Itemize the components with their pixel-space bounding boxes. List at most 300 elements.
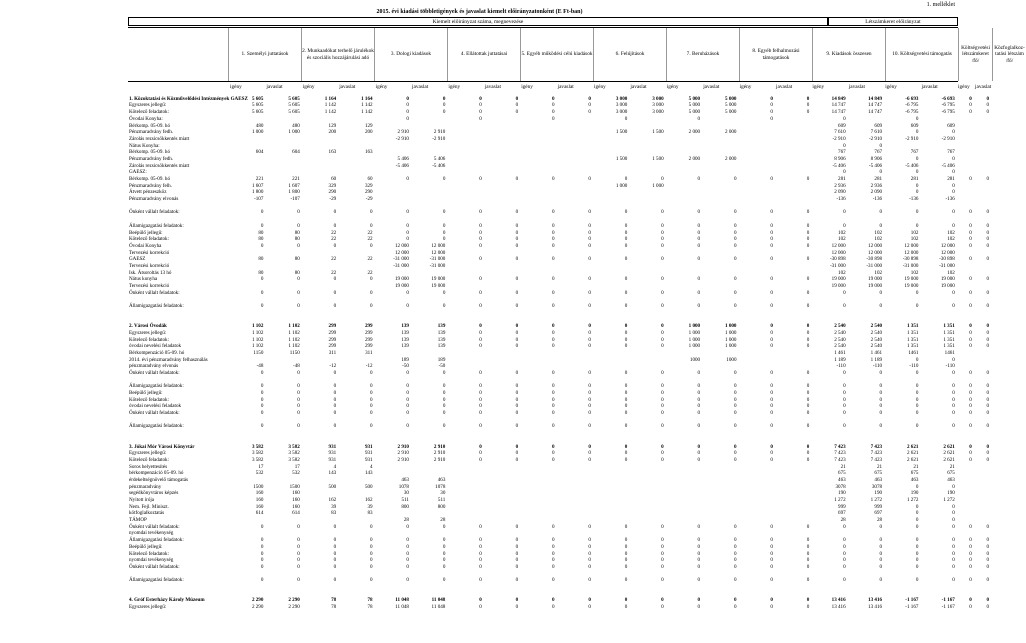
table-cell: 0 (551, 390, 555, 397)
table-cell (446, 517, 482, 524)
table-cell: 0 (770, 115, 773, 122)
table-cell: 0 (406, 557, 409, 564)
table-cell (665, 504, 701, 511)
table-row (128, 297, 990, 304)
table-cell: -50 (438, 363, 446, 370)
row-label: Tervezési korrekció (129, 283, 170, 290)
table-cell: 0 (406, 383, 409, 390)
table-cell (701, 263, 737, 270)
table-cell: 0 (442, 383, 446, 390)
table-cell: 3 582 (251, 443, 264, 450)
table-cell: 697 (838, 510, 846, 517)
table-cell: 0 (406, 577, 409, 584)
table-cell (592, 297, 628, 304)
table-cell: 0 (588, 604, 591, 611)
table-cell: 0 (479, 537, 482, 544)
table-cell: 0 (624, 115, 628, 122)
table-cell (810, 203, 846, 210)
table-cell (301, 437, 337, 444)
table-cell (919, 377, 955, 384)
table-cell: 0 (915, 182, 919, 189)
table-cell (446, 270, 482, 277)
table-cell: 1 142 (361, 102, 373, 109)
table-cell (737, 196, 773, 203)
table-cell: 5 000 (688, 102, 701, 109)
table-cell (973, 283, 990, 290)
table-cell: 0 (515, 336, 519, 343)
table-cell (737, 143, 773, 150)
subheader-cell: javaslat (975, 84, 992, 90)
table-cell: 299 (364, 323, 373, 330)
table-cell: 0 (661, 276, 664, 283)
table-cell: 463 (910, 476, 919, 483)
table-cell (774, 143, 810, 150)
table-cell: 0 (515, 443, 519, 450)
table-cell: 1500 (289, 483, 300, 490)
table-cell: 532 (292, 470, 300, 477)
table-cell: 0 (551, 242, 555, 249)
row-label: Kötelező feladatok: (129, 456, 170, 463)
table-cell: 0 (624, 256, 628, 263)
table-cell: 0 (479, 229, 482, 236)
subheader-cell: javaslat (921, 84, 938, 90)
table-cell: 0 (661, 543, 664, 550)
table-cell (737, 283, 773, 290)
table-cell: 5 000 (725, 102, 737, 109)
table-cell: 0 (843, 563, 846, 570)
row-label: segédkönyvtáros képzés (129, 490, 179, 497)
table-cell: 0 (952, 369, 955, 376)
table-cell: 0 (333, 276, 337, 283)
table-cell (264, 263, 300, 270)
table-cell (774, 464, 810, 471)
table-cell: 1 000 (688, 323, 701, 330)
table-cell: 0 (624, 222, 628, 229)
table-cell (483, 136, 519, 143)
table-cell: 0 (624, 323, 628, 330)
column-header-9: 9. Kiadások összesen (812, 28, 885, 81)
table-cell (628, 283, 664, 290)
table-cell (973, 196, 990, 203)
table-cell: 19 000 (940, 283, 955, 290)
table-cell: 14 747 (831, 102, 846, 109)
table-cell: 675 (874, 470, 883, 477)
column-header-7: 7. Beruházások (666, 28, 739, 81)
row-label: Egyszeres jellegű: (129, 102, 167, 109)
table-cell (228, 517, 264, 524)
table-cell: 0 (915, 390, 919, 397)
table-cell: 0 (986, 550, 989, 557)
table-cell (628, 517, 664, 524)
table-cell: 80 (294, 256, 300, 263)
table-cell (701, 183, 737, 190)
table-cell (883, 377, 919, 384)
table-cell (592, 216, 628, 223)
table-cell: 0 (806, 563, 810, 570)
table-cell: 0 (969, 456, 972, 463)
table-cell: 0 (915, 356, 919, 363)
table-cell: 0 (624, 523, 628, 530)
table-cell (446, 497, 482, 504)
table-cell (446, 350, 482, 357)
table-cell: 0 (624, 383, 628, 390)
table-cell: 0 (406, 222, 409, 229)
table-cell: 0 (515, 289, 519, 296)
row-label: 2014. évi pénzmaradvány felhasználás (129, 356, 208, 363)
table-cell: 5 000 (725, 109, 737, 116)
table-cell (883, 417, 919, 424)
table-cell (556, 471, 592, 478)
table-cell: 0 (260, 289, 264, 296)
table-cell: 0 (551, 236, 555, 243)
table-cell (973, 150, 990, 157)
table-cell: 0 (697, 276, 701, 283)
table-cell: 0 (515, 563, 519, 570)
table-cell (483, 350, 519, 357)
table-cell: 78 (367, 597, 373, 604)
table-cell: 2 000 (725, 129, 737, 136)
table-row (128, 156, 990, 163)
table-cell (556, 497, 592, 504)
table-cell (228, 571, 264, 578)
table-cell: 0 (479, 604, 482, 611)
table-cell: 0 (806, 369, 810, 376)
table-cell: 0 (661, 329, 664, 336)
table-cell (592, 310, 628, 317)
column-header-10: 10. Költségvetési támogatás (885, 28, 958, 81)
table-cell: 21 (949, 463, 955, 470)
table-cell: 0 (697, 289, 701, 296)
table-cell (446, 477, 482, 484)
table-cell: -30 898 (939, 256, 955, 263)
table-cell (228, 203, 264, 210)
table-cell (519, 270, 555, 277)
table-cell: 0 (333, 523, 337, 530)
table-cell: 1 189 (834, 356, 846, 363)
table-cell: 0 (370, 410, 373, 417)
table-cell (774, 203, 810, 210)
table-cell: 2 540 (870, 343, 883, 350)
table-cell (701, 477, 737, 484)
column-header-row (128, 27, 1025, 82)
table-cell: 0 (406, 102, 409, 109)
table-cell (956, 150, 973, 157)
table-cell: 0 (624, 176, 628, 183)
table-cell: 0 (969, 450, 972, 457)
table-cell (956, 163, 973, 170)
table-cell (264, 430, 300, 437)
table-cell: 0 (770, 222, 773, 229)
table-cell (592, 591, 628, 598)
table-cell (301, 377, 337, 384)
table-cell: 2 290 (288, 597, 300, 604)
table-cell: 11 048 (431, 597, 446, 604)
table-cell: 1150 (253, 349, 264, 356)
table-cell: 0 (879, 557, 883, 564)
table-cell (628, 143, 664, 150)
table-cell (337, 156, 373, 163)
table-cell: 0 (661, 563, 664, 570)
table-cell: 1 351 (943, 336, 955, 343)
table-cell (973, 491, 990, 498)
table-cell (628, 591, 664, 598)
table-cell: 0 (661, 396, 664, 403)
table-cell: 139 (437, 336, 446, 343)
table-cell: 0 (260, 396, 264, 403)
table-cell (737, 263, 773, 270)
table-cell: 28 (440, 517, 446, 524)
table-cell: 0 (515, 410, 519, 417)
table-cell (592, 364, 628, 371)
table-cell: 0 (661, 289, 664, 296)
table-cell: -12 (365, 363, 373, 370)
table-cell: 0 (879, 383, 883, 390)
table-cell: -29 (329, 196, 337, 203)
table-cell (228, 377, 264, 384)
table-row (128, 430, 990, 437)
table-cell (956, 497, 973, 504)
table-cell: 0 (806, 550, 810, 557)
table-cell (519, 584, 555, 591)
table-cell (973, 123, 990, 130)
table-cell: 0 (406, 115, 409, 122)
row-label: Pénzmaradvány felh. (129, 182, 172, 189)
table-cell (301, 430, 337, 437)
table-cell (774, 116, 810, 123)
table-cell (847, 216, 883, 223)
table-cell (264, 136, 300, 143)
table-cell: 3 000 (615, 109, 628, 116)
table-cell (374, 170, 410, 177)
table-cell: 0 (969, 403, 972, 410)
table-cell: 0 (952, 356, 955, 363)
table-cell (483, 511, 519, 518)
table-cell: 0 (551, 443, 555, 450)
table-cell (701, 297, 737, 304)
table-cell: 0 (515, 550, 519, 557)
table-cell: 83 (367, 510, 373, 517)
table-cell: 0 (879, 537, 883, 544)
table-cell: 0 (969, 537, 972, 544)
table-cell (665, 203, 701, 210)
table-cell (301, 477, 337, 484)
table-cell (810, 377, 846, 384)
table-cell: 0 (770, 450, 773, 457)
table-cell (556, 491, 592, 498)
table-cell: -107 (290, 196, 300, 203)
table-cell: 0 (697, 369, 701, 376)
table-cell (956, 471, 973, 478)
table-cell: 0 (588, 369, 591, 376)
table-cell (774, 150, 810, 157)
table-cell: 12 000 (904, 242, 919, 249)
table-cell: 0 (733, 563, 737, 570)
table-cell: 102 (947, 236, 955, 243)
row-label (128, 310, 228, 317)
table-cell: 0 (333, 242, 337, 249)
table-cell: 675 (947, 470, 955, 477)
table-cell: 0 (770, 597, 773, 604)
table-row (128, 524, 990, 531)
table-cell: 0 (479, 383, 482, 390)
table-cell (556, 350, 592, 357)
table-cell: 0 (915, 189, 919, 196)
table-cell (592, 477, 628, 484)
table-cell: 3 582 (251, 456, 264, 463)
table-cell (301, 163, 337, 170)
table-cell (628, 136, 664, 143)
table-cell: 0 (986, 563, 989, 570)
table-cell: 1 000 (725, 343, 737, 350)
table-cell: 0 (952, 209, 955, 216)
table-cell: 675 (838, 470, 846, 477)
table-cell: 0 (624, 410, 628, 417)
table-cell (228, 310, 264, 317)
table-cell (228, 437, 264, 444)
table-cell: 0 (806, 396, 810, 403)
table-cell: 0 (442, 102, 446, 109)
table-cell (228, 297, 264, 304)
table-cell (847, 437, 883, 444)
table-cell: 139 (401, 323, 409, 330)
table-cell: 0 (442, 543, 446, 550)
table-cell: 0 (588, 176, 591, 183)
table-cell: 0 (843, 169, 846, 176)
table-cell: 0 (624, 563, 628, 570)
table-cell: -136 (872, 196, 883, 203)
table-cell: 0 (733, 550, 737, 557)
table-row (128, 350, 990, 357)
table-cell: 0 (297, 523, 300, 530)
table-cell (973, 357, 990, 364)
table-cell (519, 196, 555, 203)
table-cell (337, 437, 373, 444)
table-row (128, 250, 990, 257)
table-cell: 0 (697, 523, 701, 530)
table-cell (628, 310, 664, 317)
table-cell (774, 190, 810, 197)
table-cell (737, 491, 773, 498)
table-cell: 0 (479, 336, 482, 343)
table-cell: 0 (806, 336, 810, 343)
table-cell (519, 163, 555, 170)
table-cell (374, 216, 410, 223)
table-cell (374, 531, 410, 538)
table-cell (483, 484, 519, 491)
table-cell: 0 (551, 450, 555, 457)
table-cell: 13 416 (868, 604, 883, 611)
row-label: Pénzmaradvány fedh. (129, 129, 174, 136)
table-cell: 767 (910, 149, 919, 156)
table-cell: 0 (697, 390, 701, 397)
table-cell: 0 (986, 537, 989, 544)
table-cell: 22 (331, 256, 337, 263)
column-header-4: 4. Ellátottak juttatásai (447, 28, 520, 81)
table-row (128, 397, 990, 404)
table-cell: 102 (947, 229, 955, 236)
table-cell: 1 000 (688, 336, 701, 343)
table-cell (374, 143, 410, 150)
table-cell: 14 747 (831, 109, 846, 116)
table-cell: 0 (333, 390, 337, 397)
table-cell: 999 (874, 503, 883, 510)
table-cell (301, 417, 337, 424)
table-cell: 0 (661, 209, 664, 216)
table-cell: 767 (947, 149, 955, 156)
table-cell: 12 000 (431, 242, 446, 249)
table-cell: 0 (915, 129, 919, 136)
table-cell (446, 163, 482, 170)
table-cell (483, 437, 519, 444)
row-label: Bérkomp. 05-09. hó (129, 122, 171, 129)
table-cell: 1150 (289, 349, 300, 356)
table-cell: 0 (661, 443, 664, 450)
table-cell: 2 621 (943, 456, 955, 463)
table-cell (483, 517, 519, 524)
table-cell: 1 351 (906, 323, 919, 330)
table-cell: 17 (294, 463, 300, 470)
table-cell (737, 190, 773, 197)
table-cell (592, 504, 628, 511)
table-cell: 0 (986, 256, 989, 263)
table-cell (592, 250, 628, 257)
table-cell: 0 (406, 109, 409, 116)
table-cell: 0 (843, 523, 846, 530)
table-cell: 0 (697, 242, 701, 249)
subheader-cell: javaslat (557, 84, 574, 90)
table-cell: 299 (328, 336, 337, 343)
table-cell (446, 196, 482, 203)
table-cell (446, 143, 482, 150)
table-cell: 0 (915, 369, 919, 376)
table-cell (592, 357, 628, 364)
table-cell: 1 351 (906, 343, 919, 350)
table-cell: 0 (297, 537, 300, 544)
table-cell (810, 297, 846, 304)
table-cell (374, 377, 410, 384)
table-cell: 0 (952, 169, 955, 176)
table-cell (556, 129, 592, 136)
table-cell: 0 (442, 557, 446, 564)
table-cell: 0 (551, 115, 555, 122)
table-cell (410, 170, 446, 177)
table-cell: 0 (879, 550, 883, 557)
table-cell: 0 (806, 95, 810, 102)
table-cell: -31 000 (866, 262, 883, 269)
table-cell: -6 693 (941, 95, 955, 102)
table-cell (556, 317, 592, 324)
table-cell: 0 (952, 303, 955, 310)
table-cell: 0 (333, 383, 337, 390)
table-cell (592, 170, 628, 177)
table-cell: 189 (437, 356, 446, 363)
table-cell (592, 317, 628, 324)
table-cell (592, 484, 628, 491)
table-cell: 143 (328, 470, 337, 477)
table-cell: -110 (945, 363, 955, 370)
table-cell: 1 102 (251, 343, 264, 350)
table-cell (883, 297, 919, 304)
table-cell: 2 910 (397, 443, 409, 450)
table-cell (301, 517, 337, 524)
table-cell: -31 000 (429, 256, 446, 263)
table-cell (519, 491, 555, 498)
table-cell: 0 (624, 543, 628, 550)
table-cell: 0 (952, 537, 955, 544)
table-cell: -31 000 (902, 262, 919, 269)
table-cell: 463 (947, 476, 955, 483)
table-cell (956, 196, 973, 203)
